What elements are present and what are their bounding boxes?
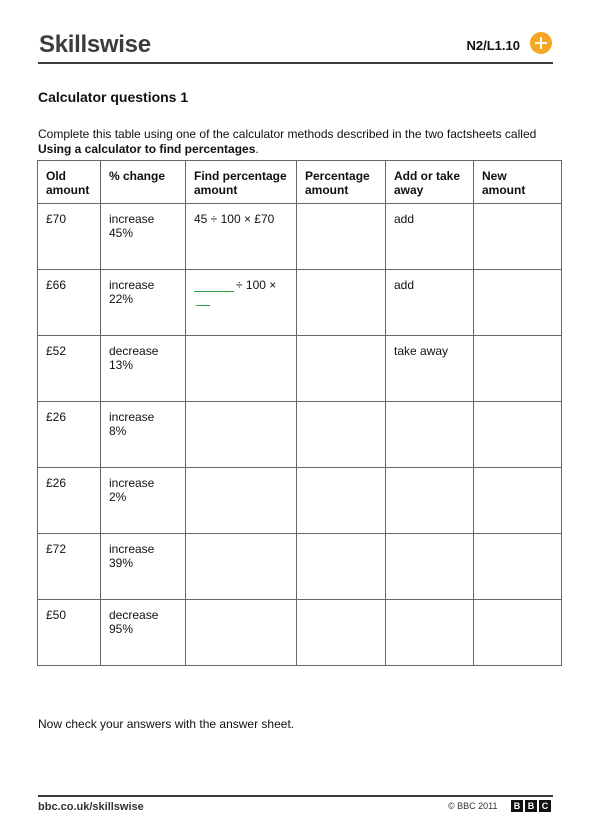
new-amount-cell[interactable] <box>474 336 562 402</box>
table-header-row <box>38 161 562 204</box>
change-direction: decrease <box>109 344 159 358</box>
change-direction: increase <box>109 278 155 292</box>
change-percent: 8% <box>109 424 127 438</box>
new-amount-cell[interactable] <box>474 468 562 534</box>
table-row <box>38 600 562 666</box>
header-percentage-amount: Percentage amount <box>297 161 386 204</box>
percent-change-cell <box>101 468 186 534</box>
questions-table <box>37 160 562 666</box>
table-row <box>38 468 562 534</box>
new-amount-cell[interactable] <box>474 270 562 336</box>
change-percent: 2% <box>109 490 127 504</box>
find-formula: ÷ 100 × <box>236 278 277 292</box>
change-direction: increase <box>109 410 155 424</box>
find-percentage-cell[interactable] <box>186 534 297 600</box>
find-percentage-cell[interactable] <box>186 402 297 468</box>
find-percentage-cell[interactable] <box>186 468 297 534</box>
add-or-take-away-cell[interactable]: add <box>386 270 474 336</box>
find-percentage-cell[interactable]: 45 ÷ 100 × £70 <box>186 204 297 270</box>
header-add-or-take-away: Add or take away <box>386 161 474 204</box>
intro-end: . <box>255 142 259 156</box>
plus-icon <box>530 32 552 54</box>
percent-change-cell <box>101 402 186 468</box>
site-url: bbc.co.uk/skillswise <box>38 801 144 813</box>
percent-change-cell <box>101 600 186 666</box>
factsheet-title: Using a calculator to find percentages <box>38 142 256 156</box>
find-percentage-cell[interactable] <box>186 270 297 336</box>
change-percent: 13% <box>109 358 134 372</box>
percentage-amount-cell[interactable] <box>297 534 386 600</box>
new-amount-cell[interactable] <box>474 204 562 270</box>
old-amount-cell: £72 <box>38 534 101 600</box>
add-or-take-away-cell[interactable]: take away <box>386 336 474 402</box>
bbc-logo <box>511 800 551 812</box>
percentage-amount-cell[interactable] <box>297 270 386 336</box>
copyright-text: © BBC 2011 <box>448 801 498 811</box>
logo-text: Skillswise <box>39 31 151 58</box>
header-new-amount: New amount <box>474 161 562 204</box>
header-find-percentage: Find percentage amount <box>186 161 297 204</box>
table-row <box>38 402 562 468</box>
old-amount-cell: £26 <box>38 402 101 468</box>
percent-change-cell <box>101 270 186 336</box>
percentage-amount-cell[interactable] <box>297 468 386 534</box>
intro-sentence: Complete this table using one of the calculator methods described in the two factsheets called <box>38 127 537 141</box>
percent-change-cell <box>101 204 186 270</box>
add-or-take-away-cell[interactable] <box>386 468 474 534</box>
old-amount-cell: £50 <box>38 600 101 666</box>
answer-blank[interactable] <box>194 279 234 292</box>
percentage-amount-cell[interactable] <box>297 402 386 468</box>
intro-text <box>38 127 558 157</box>
header-percent-change: % change <box>101 161 186 204</box>
add-or-take-away-cell[interactable] <box>386 402 474 468</box>
find-percentage-cell[interactable] <box>186 336 297 402</box>
new-amount-cell[interactable] <box>474 600 562 666</box>
change-direction: decrease <box>109 608 159 622</box>
old-amount-cell: £52 <box>38 336 101 402</box>
footer-divider <box>38 795 553 797</box>
page-title: Calculator questions 1 <box>38 89 189 105</box>
change-direction: increase <box>109 542 155 556</box>
header-old-amount: Old amount <box>38 161 101 204</box>
table-row <box>38 204 562 270</box>
percentage-amount-cell[interactable] <box>297 204 386 270</box>
check-answers-note: Now check your answers with the answer sheet. <box>38 717 295 731</box>
old-amount-cell: £26 <box>38 468 101 534</box>
worksheet-code: N2/L1.10 <box>466 38 520 53</box>
change-direction: increase <box>109 212 155 226</box>
find-percentage-cell[interactable] <box>186 600 297 666</box>
old-amount-cell: £66 <box>38 270 101 336</box>
table-row <box>38 270 562 336</box>
header-divider <box>38 62 553 64</box>
table-row <box>38 336 562 402</box>
old-amount-cell: £70 <box>38 204 101 270</box>
new-amount-cell[interactable] <box>474 534 562 600</box>
percentage-amount-cell[interactable] <box>297 600 386 666</box>
percent-change-cell <box>101 336 186 402</box>
bbc-letter: B <box>525 800 537 812</box>
table-row <box>38 534 562 600</box>
change-direction: increase <box>109 476 155 490</box>
change-percent: 39% <box>109 556 134 570</box>
percentage-amount-cell[interactable] <box>297 336 386 402</box>
percent-change-cell <box>101 534 186 600</box>
add-or-take-away-cell[interactable]: add <box>386 204 474 270</box>
add-or-take-away-cell[interactable] <box>386 600 474 666</box>
change-percent: 95% <box>109 622 134 636</box>
bbc-letter: B <box>511 800 523 812</box>
change-percent: 22% <box>109 292 134 306</box>
new-amount-cell[interactable] <box>474 402 562 468</box>
add-or-take-away-cell[interactable] <box>386 534 474 600</box>
bbc-letter: C <box>539 800 551 812</box>
change-percent: 45% <box>109 226 134 240</box>
answer-blank[interactable] <box>196 293 210 306</box>
